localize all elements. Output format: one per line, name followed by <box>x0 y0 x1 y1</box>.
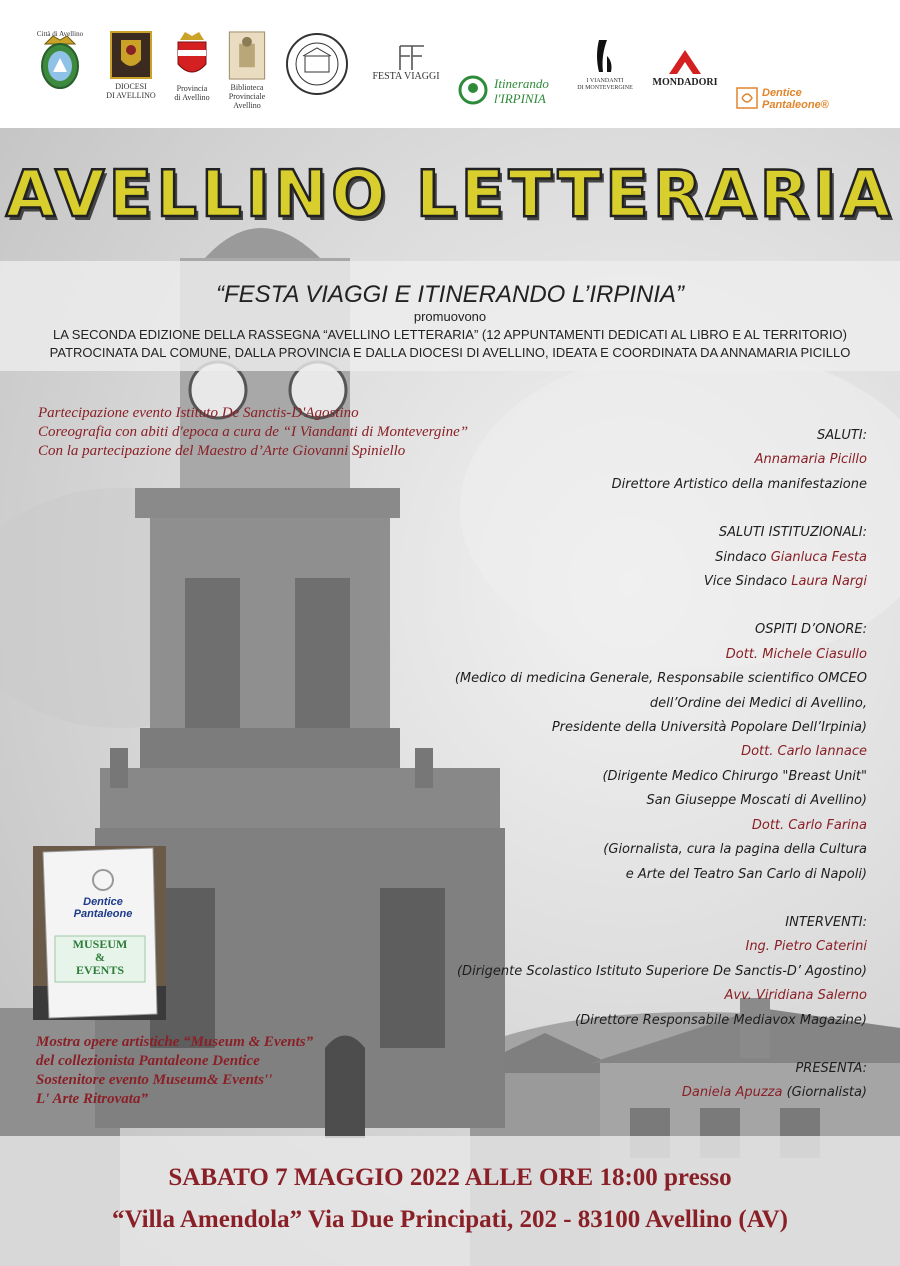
vice-sindaco-line <box>455 570 867 594</box>
dentice-caption: Dentice Pantaleone® <box>762 87 829 111</box>
presenter-line <box>455 1081 867 1105</box>
province-crest-icon <box>170 30 214 110</box>
dentice-logo-icon <box>736 58 866 138</box>
mostra-line: L' Arte Ritrovata” <box>36 1091 148 1107</box>
note-line: Coreografia con abiti d'epoca a cura de “I Viandanti di Montevergine” <box>38 424 469 440</box>
festa-viaggi-logo-icon <box>366 44 446 124</box>
event-venue: “Villa Amendola” Via Due Principati, 202 - 83100 Avellino (AV) <box>112 1206 788 1233</box>
guest-role: dell’Ordine dei Medici di Avellino, <box>649 695 867 711</box>
mostra-line: Mostra opere artistiche “Museum & Events” <box>36 1034 314 1050</box>
library-caption: Biblioteca Provinciale Avellino <box>228 83 266 110</box>
description-line: PATROCINATA DAL COMUNE, DALLA PROVINCIA E DALLA DIOCESI DI AVELLINO, IDEATA E COORDINATA DA ANNAMARIA PICILLO <box>49 345 851 360</box>
sindaco-title: Sindaco <box>715 549 771 565</box>
sindaco-name: Gianluca Festa <box>770 549 867 565</box>
event-program <box>455 424 867 1106</box>
ospiti-heading: OSPITI D’ONORE: <box>754 622 867 638</box>
museum-events-photo <box>33 846 166 1020</box>
guest-name: Dott. Carlo Farina <box>751 817 867 833</box>
interventi-heading: INTERVENTI: <box>785 914 867 930</box>
mostra-line: Sostenitore evento Museum& Events'' <box>36 1072 273 1088</box>
istituzionali-heading: SALUTI ISTITUZIONALI: <box>718 525 867 541</box>
speaker-role: (Dirigente Scolastico Istituto Superiore De Sanctis-D’ Agostino) <box>456 963 867 979</box>
organizers: “FESTA VIAGGI E ITINERANDO L’IRPINIA” <box>215 281 685 308</box>
guest-name: Dott. Carlo Iannace <box>741 744 867 760</box>
guest-role: (Giornalista, cura la pagina della Cultura <box>603 842 867 858</box>
guest-role: e Arte del Teatro San Carlo di Napoli) <box>625 866 867 882</box>
presenter-name: Daniela Apuzza <box>681 1085 783 1101</box>
city-crest-icon <box>30 30 90 110</box>
festa-viaggi-caption: FESTA VIAGGI <box>372 71 440 82</box>
footer-band <box>0 1136 900 1266</box>
viandanti-caption: I VIANDANTI DI MONTEVERGINE <box>577 78 633 91</box>
city-caption: Città di Avellino <box>36 30 84 38</box>
photo-sign-text: MUSEUM & EVENTS <box>72 937 128 977</box>
diocese-caption: DIOCESI DI AVELLINO <box>106 82 156 100</box>
viandanti-logo-icon <box>576 36 634 116</box>
guest-role: San Giuseppe Moscati di Avellino) <box>646 793 867 809</box>
mondadori-caption: MONDADORI <box>652 77 718 88</box>
presenta-heading: PRESENTA: <box>795 1060 867 1076</box>
library-emblem-icon <box>222 30 272 110</box>
saluti-role: Direttore Artistico della manifestazione <box>611 476 867 492</box>
left-notes <box>38 404 468 461</box>
speaker-name: Ing. Pietro Caterini <box>745 939 867 955</box>
description-line: LA SECONDA EDIZIONE DELLA RASSEGNA “AVELLINO LETTERARIA” (12 APPUNTAMENTI DEDICATI AL LIBRO E AL TERRITORIO) <box>53 327 847 342</box>
vice-sindaco-name: Laura Nargi <box>791 574 867 590</box>
poster-title: AVELLINO LETTERARIA <box>5 158 895 232</box>
saluti-heading: SALUTI: <box>816 428 867 443</box>
exhibition-notes <box>36 1033 313 1109</box>
event-date: SABATO 7 MAGGIO 2022 ALLE ORE 18:00 presso <box>168 1164 732 1191</box>
guest-role: (Dirigente Medico Chirurgo "Breast Unit" <box>602 768 867 784</box>
vice-sindaco-title: Vice Sindaco <box>703 574 792 590</box>
speaker-role: (Direttore Responsabile Mediavox Magazine) <box>575 1012 867 1028</box>
mostra-line: del collezionista Pantaleone Dentice <box>36 1053 260 1069</box>
mondadori-logo-icon <box>652 48 718 128</box>
photo-brand-text: Dentice Pantaleone <box>73 896 133 920</box>
itinerando-caption: Itinerando l'IRPINIA <box>494 76 549 106</box>
guest-role: Presidente della Università Popolare Dell’Irpinia) <box>551 720 867 736</box>
guest-name: Dott. Michele Ciasullo <box>725 646 867 662</box>
province-caption: Provincia di Avellino <box>174 84 210 102</box>
note-line: Partecipazione evento Istituto De Sanctis-D'Agostino <box>38 405 359 421</box>
itinerando-logo-icon <box>456 50 556 130</box>
diocese-crest-icon <box>105 30 157 110</box>
promuovono-text: promuovono <box>413 309 487 324</box>
presenter-role: (Giornalista) <box>782 1085 867 1101</box>
poster <box>0 128 900 1266</box>
speaker-name: Avv. Viridiana Salerno <box>724 988 867 1004</box>
event-description <box>0 326 900 362</box>
sponsor-logo-bar <box>0 0 900 128</box>
guest-role: (Medico di medicina Generale, Responsabile scientifico OMCEO <box>454 671 867 687</box>
sindaco-line <box>455 546 867 570</box>
saluti-name: Annamaria Picillo <box>754 452 867 468</box>
stamp-seal-icon <box>284 32 350 112</box>
note-line: Con la partecipazione del Maestro d’Arte Giovanni Spiniello <box>38 443 406 459</box>
